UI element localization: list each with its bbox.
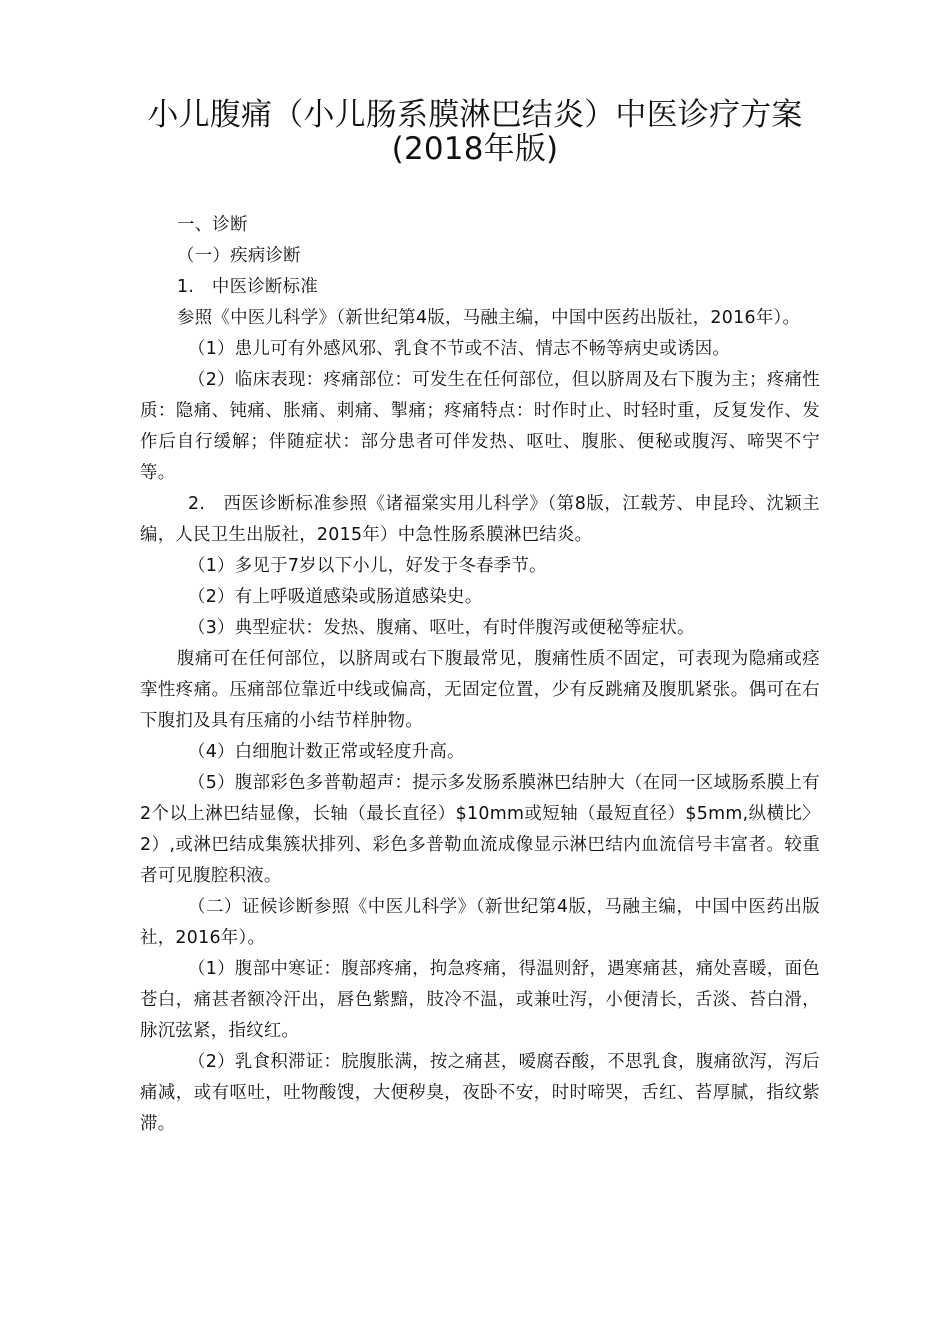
- paragraph: （1）患儿可有外感风邪、乳食不节或不洁、情志不畅等病史或诱因。: [188, 339, 731, 359]
- paragraph: （3）典型症状：发热、腹痛、呕吐，有时伴腹泻或便秘等症状。: [188, 618, 695, 638]
- paragraph: （5）腹部彩色多普勒超声：提示多发肠系膜淋巴结肿大（在同一区域肠系膜上有2个以上淋巴结显像，长轴（最长直径）$10mm或短轴（最短直径）$5mm,纵横比〉2）,或淋巴结成集簇状排列、彩色多普勒血流成像显示淋巴结内血流信号丰富者。较重者可见腹腔积液。: [140, 773, 820, 886]
- title-line-1: 小儿腹痛（小儿肠系膜淋巴结炎）中医诊疗方案: [147, 97, 803, 133]
- paragraph: （4）白细胞计数正常或轻度升高。: [188, 742, 465, 762]
- paragraph: 参照《中医儿科学》（新世纪第4版，马融主编，中国中医药出版社，2016年）。: [177, 308, 801, 328]
- paragraph: （2）乳食积滞证：脘腹胀满，按之痛甚，嗳腐吞酸，不思乳食，腹痛欲泻，泻后痛减，或有呕吐，吐物酸馊，大便秽臭，夜卧不安，时时啼哭，舌红、苔厚腻，指纹紫滞。: [140, 1052, 820, 1134]
- paragraph: 腹痛可在任何部位，以脐周或右下腹最常见，腹痛性质不固定，可表现为隐痛或痉挛性疼痛。压痛部位靠近中线或偏高，无固定位置，少有反跳痛及腹肌紧张。偶可在右下腹扪及具有压痛的小结节样肿物。: [140, 649, 820, 731]
- paragraph: （2）有上呼吸道感染或肠道感染史。: [188, 587, 483, 607]
- item-heading-western-criteria: 2. 西医诊断标准参照《诸福棠实用儿科学》（第8版，江载芳、申昆玲、沈颖主编，人民卫生出版社，2015年）中急性肠系膜淋巴结炎。: [140, 494, 820, 545]
- document-title: [0, 98, 950, 166]
- title-line-2: (2018年版): [391, 131, 559, 167]
- section-heading-diagnosis: 一、诊断: [177, 215, 248, 235]
- document-body: [140, 210, 820, 1140]
- subsection-heading-syndrome-diagnosis: （二）证候诊断参照《中医儿科学》（新世纪第4版，马融主编，中国中医药出版社，2016年）。: [140, 897, 820, 948]
- paragraph: （2）临床表现：疼痛部位：可发生在任何部位，但以脐周及右下腹为主；疼痛性质：隐痛、钝痛、胀痛、刺痛、掣痛；疼痛特点：时作时止、时轻时重，反复发作、发作后自行缓解；伴随症状：部分患者可伴发热、呕吐、腹胀、便秘或腹泻、啼哭不宁等。: [140, 370, 820, 483]
- paragraph: （1）多见于7岁以下小儿，好发于冬春季节。: [188, 556, 547, 576]
- subsection-heading-disease-diagnosis: （一）疾病诊断: [177, 246, 301, 266]
- paragraph: （1）腹部中寒证：腹部疼痛，拘急疼痛，得温则舒，遇寒痛甚，痛处喜暖，面色苍白，痛甚者额冷汗出，唇色紫黯，肢冷不温，或兼吐泻，小便清长，舌淡、苔白滑，脉沉弦紧，指纹红。: [140, 959, 820, 1041]
- item-heading-tcm-criteria: 1. 中医诊断标准: [177, 277, 319, 297]
